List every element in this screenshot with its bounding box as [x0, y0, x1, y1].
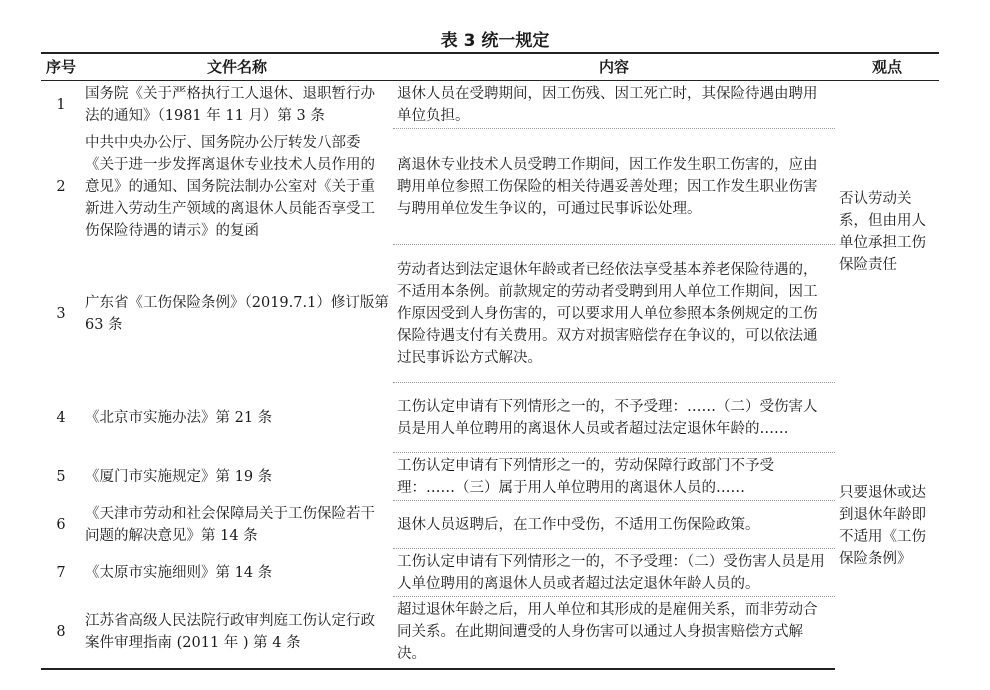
- view-group-2: 只要退休或达到退休年龄即不适用《工伤保险条例》: [839, 484, 926, 567]
- header-no: 序号: [41, 53, 81, 81]
- table-row: [41, 245, 939, 383]
- row-number: 3: [56, 305, 66, 322]
- table-row: [41, 129, 939, 245]
- table-row: [41, 549, 939, 597]
- content-text: 超过退休年龄之后，用人单位和其形成的是雇佣关系，而非劳动合同关系。在此期间遭受的人身伤害可以通过人身损害赔偿方式解决。: [393, 597, 835, 669]
- file-name: 国务院《关于严格执行工人退休、退职暂行办法的通知》（1981 年 11 月）第 3 条: [85, 85, 375, 124]
- table-caption: 表 3 统一规定: [440, 31, 550, 51]
- row-number: 1: [56, 96, 66, 113]
- view-group-1: 否认劳动关系，但由用人单位承担工伤保险责任: [839, 190, 926, 273]
- file-name: 《天津市劳动和社会保障局关于工伤保险若干问题的解决意见》第 14 条: [85, 505, 375, 544]
- header-file: 文件名称: [81, 53, 393, 81]
- table-row: [41, 597, 939, 669]
- regulations-table: [41, 52, 939, 670]
- file-name: 广东省《工伤保险条例》（2019.7.1）修订版第 63 条: [85, 294, 389, 333]
- file-name: 《厦门市实施规定》第 19 条: [85, 468, 273, 485]
- content-text: 离退休专业技术人员受聘工作期间，因工作发生职工伤害的，应由聘用单位参照工伤保险的相关待遇妥善处理；因工作发生职业伤害与聘用单位发生争议的，可通过民事诉讼处理。: [393, 129, 835, 245]
- content-text: 工伤认定申请有下列情形之一的，劳动保障行政部门不予受理：……（三）属于用人单位聘用的离退休人员的……: [393, 453, 835, 501]
- row-number: 7: [56, 564, 66, 581]
- content-text: 退休人员在受聘期间，因工伤残、因工死亡时，其保险待遇由聘用单位负担。: [393, 81, 835, 129]
- file-name: 《太原市实施细则》第 14 条: [85, 564, 273, 581]
- header-view: 观点: [835, 53, 939, 81]
- row-number: 4: [56, 409, 66, 426]
- table-row: [41, 453, 939, 501]
- table-row: [41, 81, 939, 129]
- content-text: 工伤认定申请有下列情形之一的，不予受理：（二）受伤害人员是用人单位聘用的离退休人员或者超过法定退休年龄人员的。: [393, 549, 835, 597]
- content-text: 工伤认定申请有下列情形之一的，不予受理：……（二）受伤害人员是用人单位聘用的离退休人员或者超过法定退休年龄的……: [393, 383, 835, 453]
- row-number: 8: [41, 597, 81, 669]
- table-row: [41, 501, 939, 549]
- file-name: 江苏省高级人民法院行政审判庭工伤认定行政案件审理指南 (2011 年 ) 第 4 条: [81, 597, 393, 669]
- row-number: 6: [56, 516, 66, 533]
- content-text: 劳动者达到法定退休年龄或者已经依法享受基本养老保险待遇的，不适用本条例。前款规定的劳动者受聘到用人单位工作期间，因工作原因受到人身伤害的，可以要求用人单位参照本条例规定的工伤保险待遇支付有关费用。双方对损害赔偿存在争议的，可以依法通过民事诉讼方式解决。: [393, 245, 835, 383]
- row-number: 2: [56, 178, 66, 195]
- content-text: 退休人员返聘后，在工作中受伤，不适用工伤保险政策。: [393, 501, 835, 549]
- row-number: 5: [56, 468, 66, 485]
- file-name: 《北京市实施办法》第 21 条: [85, 409, 273, 426]
- table-row: [41, 383, 939, 453]
- header-row: [41, 53, 939, 81]
- header-content: 内容: [393, 53, 835, 81]
- file-name: 中共中央办公厅、国务院办公厅转发八部委《关于进一步发挥离退休专业技术人员作用的意见》的通知、国务院法制办公室对《关于重新进入劳动生产领域的离退休人员能否享受工伤保险待遇的请示》的复函: [85, 134, 375, 239]
